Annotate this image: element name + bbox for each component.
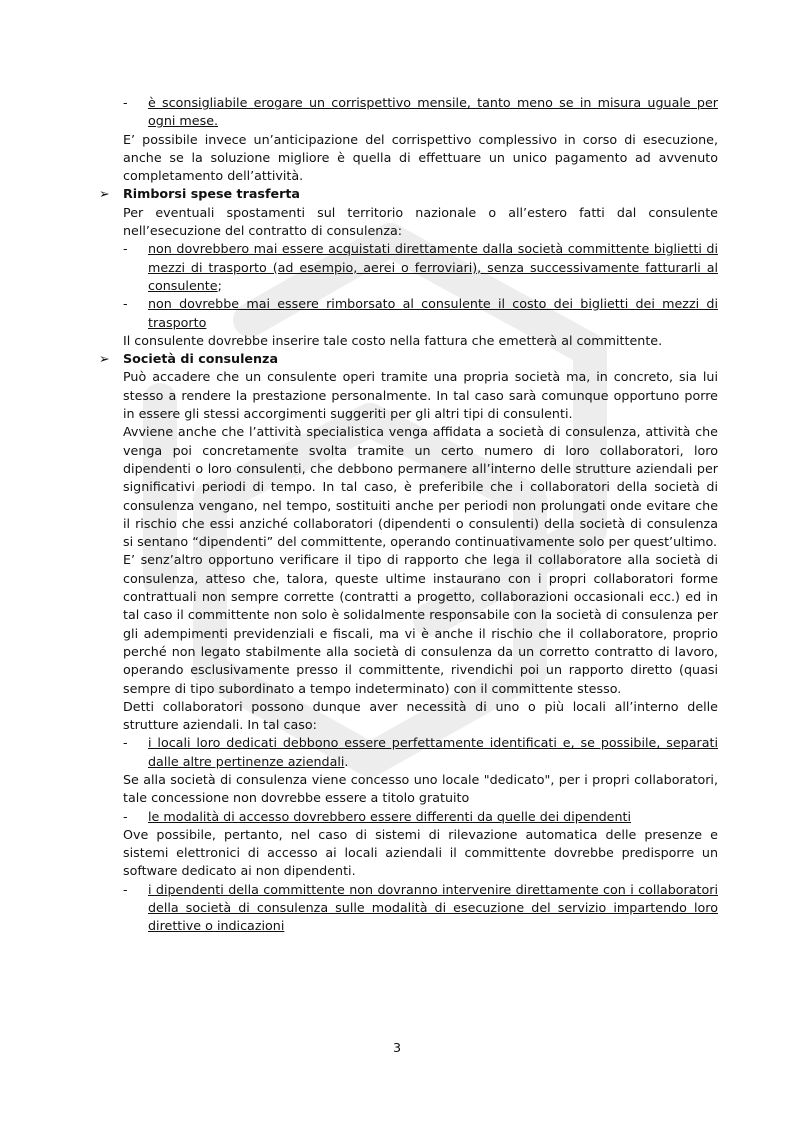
dash-bullet: - — [123, 296, 128, 312]
list-item — [123, 94, 718, 131]
heading-text: Rimborsi spese trasferta — [123, 186, 300, 202]
section-heading-rimborsi — [99, 185, 718, 203]
paragraph: Può accadere che un consulente operi tramite una propria società ma, in concreto, sia lui stesso a rendere la prestazione personalmente. In tal caso sarà comunque opportuno porre in essere gli stessi accorgimenti suggeriti per gli altri tipi di consulenti. — [123, 369, 718, 422]
arrow-bullet-icon: ➢ — [99, 351, 110, 367]
dash-bullet: - — [123, 95, 128, 110]
list-item-text: le modalità di accesso dovrebbero essere differenti da quelle dei dipendenti — [148, 808, 632, 824]
paragraph: Il consulente dovrebbe inserire tale costo nella fattura che emetterà al committente. — [123, 332, 663, 348]
paragraph: Se alla società di consulenza viene concesso uno locale "dedicato", per i propri collaboratori, tale concessione non dovrebbe essere a titolo gratuito — [123, 771, 718, 806]
dash-bullet: - — [123, 808, 128, 824]
dash-bullet: - — [123, 735, 128, 751]
list-item — [123, 881, 718, 936]
section-heading-societa — [99, 350, 718, 368]
paragraph: E’ senz’altro opportuno verificare il tipo di rapporto che lega il collaboratore alla società di consulenza, atteso che, talora, queste ultime instaurano con i propri collaboratori forme contrattuali non sempre corrette (contratti a progetto, collaborazioni occasionali ecc.) ed in tal caso il committente non solo è solidalmente responsabile con la società di consulenza per gli adempimenti previdenziali e fiscali, ma vi è anche il rischio che il collaboratore, proprio perché non legato stabilmente alla società di consulenza da un corretto contratto di lavoro, operando esclusivamente presso il committente, rivendichi poi un rapporto diretto (quasi sempre di tipo subordinato a tempo indeterminato) con il committente stesso. — [123, 552, 718, 696]
arrow-bullet-icon: ➢ — [99, 186, 110, 202]
list-item — [123, 240, 718, 295]
heading-text: Società di consulenza — [123, 351, 279, 367]
list-item — [123, 295, 718, 332]
paragraph: Ove possibile, pertanto, nel caso di sistemi di rilevazione automatica delle presenze e sistemi elettronici di accesso ai locali aziendali il committente dovrebbe predisporre un software dedicato ai non dipendenti. — [123, 826, 718, 879]
list-item — [123, 808, 718, 826]
list-item-text: i locali loro dedicati debbono essere perfettamente identificati e, se possibile, separati dalle altre pertinenze aziendali — [148, 735, 718, 769]
paragraph: Per eventuali spostamenti sul territorio nazionale o all’estero fatti dal consulente nell’esecuzione del contratto di consulenza: — [123, 204, 718, 239]
list-item — [123, 734, 718, 771]
paragraph: Avviene anche che l’attività specialistica venga affidata a società di consulenza, attività che venga poi concretamente svolta tramite un certo numero di loro collaboratori, loro dipendenti o loro consulenti, che debbono permanere all’interno delle strutture aziendali per significativi periodi di tempo. In tal caso, è preferibile che i collaboratori della società di consulenza vengano, nel tempo, sostituiti anche per periodi non prolungati onde evitare che il rischio che essi anziché collaboratori (dipendenti o consulenti) della società di consulenza si sentano “dipendenti” del committente, operando continuativamente solo per quest’ultimo. — [123, 424, 718, 550]
list-item-text: non dovrebbero mai essere acquistati direttamente dalla società committente biglietti di mezzi di trasporto (ad esempio, aerei o ferroviari), senza successivamente fatturarli al consulente — [148, 241, 718, 293]
list-item-text: non dovrebbe mai essere rimborsato al consulente il costo dei biglietti dei mezzi di trasporto — [148, 296, 718, 330]
list-item-tail: ; — [217, 277, 222, 293]
body-text — [99, 94, 718, 936]
list-item-text: è sconsigliabile erogare un corrispettivo mensile, tanto meno se in misura uguale per ogni mese. — [148, 95, 718, 129]
paragraph: E’ possibile invece un’anticipazione del corrispettivo complessivo in corso di esecuzione, anche se la soluzione migliore è quella di effettuare un unico pagamento ad avvenuto completamento dell’attività. — [123, 131, 718, 184]
dash-bullet: - — [123, 241, 128, 257]
list-item-tail: . — [344, 753, 349, 769]
page-number: 3 — [392, 1040, 402, 1055]
list-item-text: i dipendenti della committente non dovranno intervenire direttamente con i collaboratori della società di consulenza sulle modalità di esecuzione del servizio impartendo loro direttive o indicazioni — [148, 881, 718, 934]
paragraph: Detti collaboratori possono dunque aver necessità di uno o più locali all’interno delle strutture aziendali. In tal caso: — [123, 698, 718, 733]
dash-bullet: - — [123, 881, 128, 897]
